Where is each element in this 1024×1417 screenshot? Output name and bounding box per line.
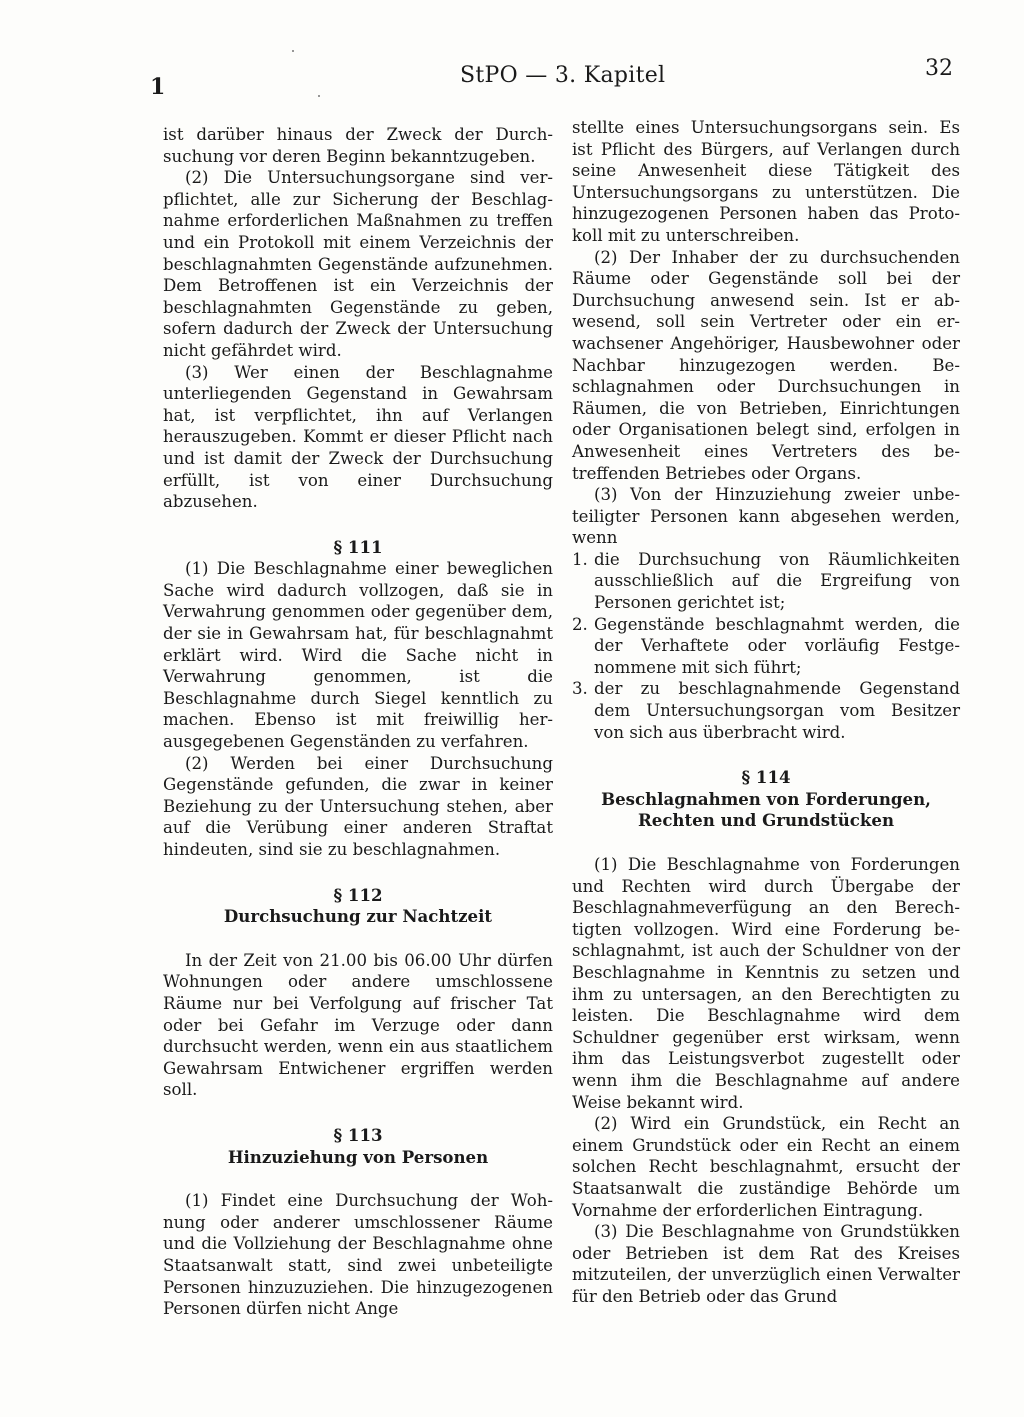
paragraph: (1) Die Beschlagnahme von Forderungen und Rechten wird durch Übergabe der Beschlagnahmeverfügung an den Berechtigten vollzogen. Wird eine Forderung beschlagnahmt, ist auch der Schuldner von der Beschlagnahme in Kenntnis zu setzen und ihm zu untersagen, an den Berechtigten zu leisten. Die Beschlagnahme wird dem Schuldner gegenüber erst wirksam, wenn ihm das Leistungsverbot zugestellt oder wenn ihm die Beschlagnahme auf andere Weise bekannt wird. (572, 855, 960, 1112)
list-item-label: 3. (572, 679, 588, 699)
section-number: § 112 (333, 884, 383, 905)
paragraph: (3) Die Beschlagnahme von Grundstükken oder Betrieben ist dem Rat des Kreises mitzuteilen, der unverzüglich einen Verwalter für den Betrieb oder das Grund (572, 1222, 960, 1306)
paragraph: (2) Werden bei einer Durchsuchung Gegenstände gefunden, die zwar in keiner Beziehung zu der Untersuchung stehen, aber auf die Verübung einer anderen Straftat hindeuten, sind sie zu beschlagnahmen. (163, 753, 553, 859)
section-number: § 111 (333, 536, 383, 557)
section-number: § 113 (333, 1124, 383, 1145)
paragraph: (2) Die Untersuchungsorgane sind verpflichtet, alle zur Sicherung der Beschlagnahme erforderlichen Maßnahmen zu treffen und ein Protokoll mit einem Verzeichnis der beschlagnahmten Gegenstände aufzunehmen. Dem Betroffenen ist ein Verzeichnis der beschlagnahmten Gegenstände zu geben, sofern dadurch der Zweck der Untersuchung nicht gefährdet wird. (163, 168, 553, 360)
list-item-text: Gegenstände beschlagnahmt werden, die der Verhaftete oder vorläufig Festgenommene mit sich führt; (594, 614, 960, 677)
paragraph: (1) Die Beschlagnahme einer beweglichen Sache wird dadurch vollzogen, daß sie in Verwahrung genommen oder gegenüber dem, der sie in Gewahrsam hat, für beschlagnahmt erklärt wird. Wird die Sache nicht in Verwahrung genommen, ist die Beschlagnahme durch Siegel kenntlich zu machen. Ebenso ist mit freiwillig herausgegebenen Gegenständen zu verfahren. (163, 559, 553, 752)
list-item (572, 678, 960, 743)
left-column (163, 124, 553, 1320)
paragraph: stellte eines Untersuchungsorgans sein. Es ist Pflicht des Bürgers, auf Verlangen durch seine Anwesenheit diese Tätigkeit des Untersuchungsorgans zu unterstützen. Die hinzugezogenen Personen haben das Protokoll mit zu unterschreiben. (572, 118, 960, 245)
paragraph: (2) Wird ein Grundstück, ein Recht an einem Grundstück oder ein Recht an einem solchen Recht beschlagnahmt, ersucht der Staatsanwalt die zuständige Behörde um Vornahme der erforderlichen Eintragung. (572, 1114, 960, 1220)
paragraph: (3) Von der Hinzuziehung zweier unbeteiligter Personen kann abgesehen werden, wenn (572, 485, 960, 548)
paragraph: (2) Der Inhaber der zu durchsuchenden Räume oder Gegenstände soll bei der Durchsuchung anwesend sein. Ist er abwesend, soll sein Vertreter oder ein erwachsener Angehöriger, Hausbewohner oder Nachbar hinzugezogen werden. Beschlagnahmen oder Durchsuchungen in Räumen, die von Betrieben, Einrichtungen oder Organisationen belegt sind, erfolgen in Anwesenheit eines Vertreters des betreffenden Betriebes oder Organs. (572, 247, 960, 483)
chapter-number: 1 (150, 74, 166, 100)
section-title: Durchsuchung zur Nachtzeit (223, 906, 493, 927)
list-item-label: 1. (572, 549, 588, 569)
running-header: StPO — 3. Kapitel (460, 63, 666, 88)
scan-speck (318, 95, 320, 97)
right-column (572, 117, 960, 1307)
page-number: 32 (925, 56, 953, 81)
scan-speck (292, 50, 294, 52)
list-item-text: die Durchsuchung von Räumlichkeiten ausschließlich auf die Ergreifung von Personen gerichtet ist; (594, 549, 960, 613)
section-title: Hinzuziehung von Personen (227, 1146, 489, 1167)
section-title: Beschlagnahmen von Forderungen, Rechten und Grundstücken (601, 788, 931, 831)
list-item-label: 2. (572, 614, 588, 634)
section-number: § 114 (741, 767, 791, 788)
paragraph: In der Zeit von 21.00 bis 06.00 Uhr dürfen Wohnungen oder andere umschlossene Räume nur bei Verfolgung auf frischer Tat oder bei Gefahr im Verzuge oder dann durchsucht werden, wenn ein aus staatlichem Gewahrsam Entwichener ergriffen werden soll. (163, 950, 553, 1100)
list-item (572, 614, 960, 679)
paragraph: ist darüber hinaus der Zweck der Durchsuchung vor deren Beginn bekanntzugeben. (163, 125, 553, 166)
list-item-text: der zu beschlagnahmende Gegenstand dem Untersuchungsorgan vom Besitzer von sich aus überbracht wird. (594, 679, 960, 742)
paragraph: (3) Wer einen der Beschlagnahme unterliegenden Gegenstand in Gewahrsam hat, ist verpflichtet, ihn auf Verlangen herauszugeben. Kommt er dieser Pflicht nach und ist damit der Zweck der Durchsuchung erfüllt, ist von einer Durchsuchung abzusehen. (163, 362, 553, 512)
list-item (572, 549, 960, 614)
paragraph: (1) Findet eine Durchsuchung der Wohnung oder anderer umschlossener Räume und die Vollziehung der Beschlagnahme ohne Staatsanwalt statt, sind zwei unbeteiligte Personen hinzuzuziehen. Die hinzugezogenen Personen dürfen nicht Ange (163, 1191, 553, 1319)
